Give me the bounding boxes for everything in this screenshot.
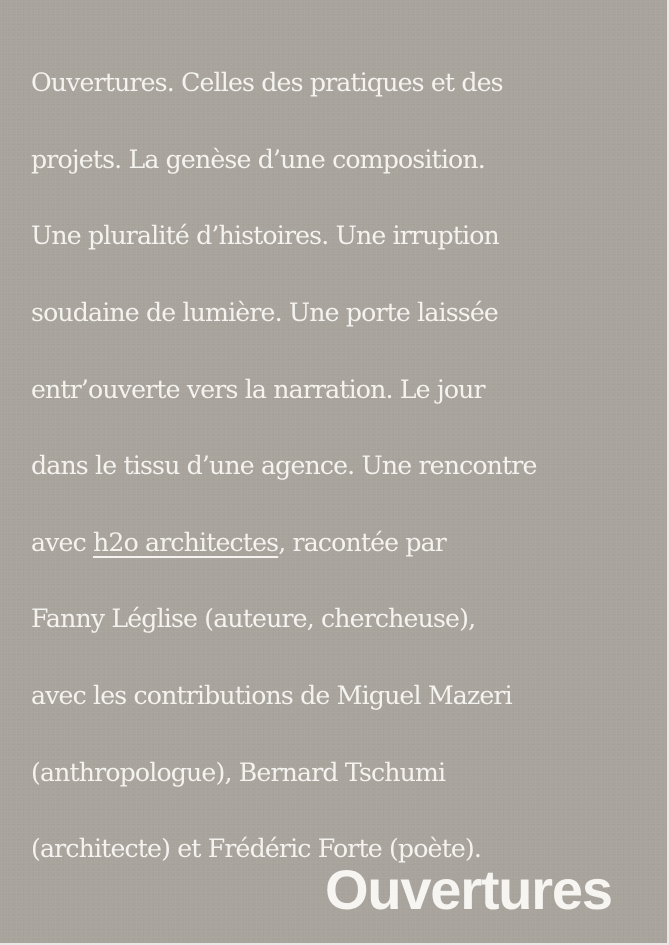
cover-blurb	[31, 26, 651, 907]
blurb-line: Fanny Léglise (auteure, chercheuse),	[31, 604, 476, 634]
blurb-line: Ouvertures. Celles des pratiques et des	[31, 68, 503, 98]
blurb-line-with-link	[31, 524, 651, 562]
blurb-line: (architecte) et Frédéric Forte (poète).	[31, 834, 482, 864]
cover-title: Ouvertures	[325, 858, 612, 921]
blurb-text-fragment: , racontée par	[278, 527, 447, 557]
blurb-line: soudaine de lumière. Une porte laissée	[31, 298, 498, 328]
blurb-text-fragment: avec	[31, 527, 94, 557]
blurb-line: avec les contributions de Miguel Mazeri	[31, 681, 512, 711]
blurb-line: (anthropologue), Bernard Tschumi	[31, 757, 446, 787]
blurb-line: dans le tissu d’une agence. Une rencontre	[31, 451, 537, 481]
h2o-architectes-link[interactable]: h2o architectes	[93, 527, 279, 557]
blurb-line: projets. La genèse d’une composition.	[31, 144, 485, 174]
blurb-line: Une pluralité d’histoires. Une irruption	[31, 221, 499, 251]
blurb-line: entr’ouverte vers la narration. Le jour	[31, 374, 485, 404]
